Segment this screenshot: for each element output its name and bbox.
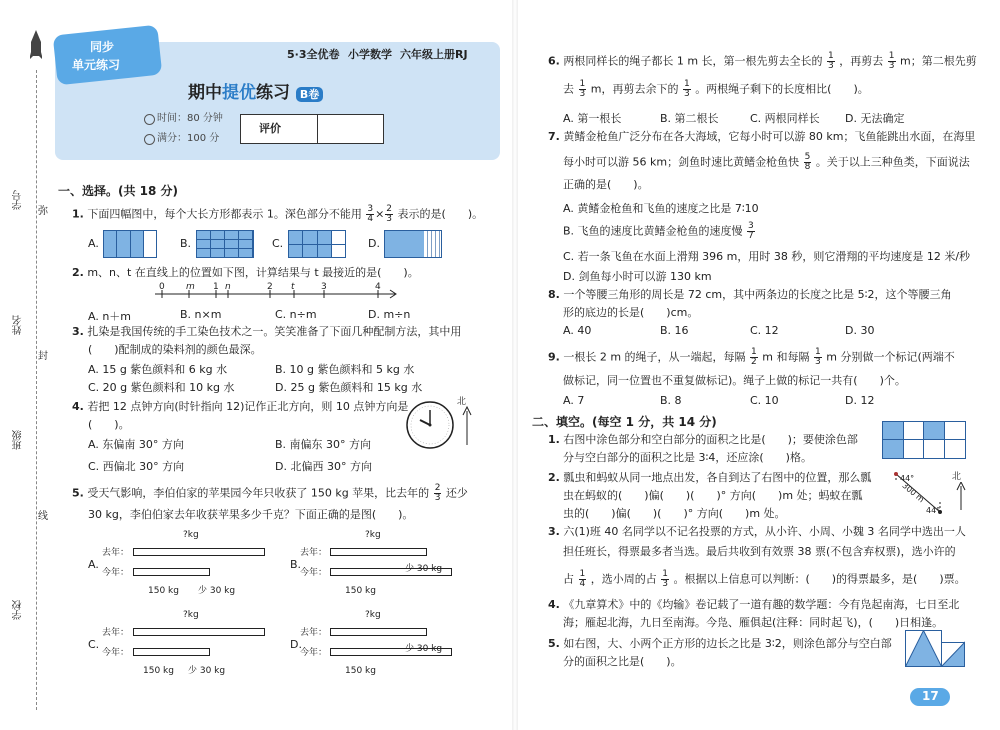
q6-frac-b (888, 52, 896, 71)
q2-body: m、n、t 在直线上的位置如下图，计算结果与 t 最接近的是( )。 (87, 266, 419, 279)
q5-text1b: 还少 (445, 486, 468, 500)
q5-c-this: 今年： (102, 648, 130, 658)
badge-line2: 单元练习 (72, 58, 121, 72)
q9-opt-a[interactable]: A. 7 (563, 394, 585, 407)
q6-fc-d: 3 (579, 89, 586, 99)
q3-opt-d[interactable]: D. 25 g 紫色颜料和 15 kg 水 (275, 381, 423, 394)
q7-t2a: 每小时可以游 56 km；剑鱼时速比黄鳍金枪鱼快 (563, 155, 800, 169)
q7-opt-b-text: B. 飞鱼的速度比黄鳍金枪鱼的速度慢 (563, 224, 743, 238)
check-icon (144, 134, 155, 145)
series-name: 5·3全优卷 (287, 48, 340, 61)
q6-fd-n: 1 (683, 79, 690, 89)
q9-opt-d[interactable]: D. 12 (845, 394, 875, 407)
f2-line1 (548, 471, 871, 485)
f5-line2: 分的面积之比是( )。 (563, 655, 682, 668)
f4-line2: 海；雁起北海，九日至南海。今凫、雁俱起(注释：同时起飞)，( )日相逢。 (563, 616, 944, 629)
q9-t1c: m 分别做一个标记(两端不 (826, 350, 955, 364)
binding-mark-3: 线 (38, 511, 48, 522)
q5-d-last: 去年： (300, 628, 328, 638)
q2-opt-b[interactable]: B. n×m (180, 308, 222, 321)
q8-num: 8. (548, 288, 560, 301)
title-badge: B卷 (296, 87, 323, 102)
binding-line (36, 70, 37, 710)
binding-label-student-no: 学号 (13, 190, 24, 210)
f3-num: 3. (548, 525, 560, 538)
title-part-b: 提优 (222, 83, 256, 103)
q7-line1 (548, 130, 975, 144)
binding-mark-1: 弥 (38, 206, 48, 217)
f3-f1-d: 4 (579, 579, 586, 589)
q6-fa-n: 1 (828, 51, 834, 61)
q6-opt-b[interactable]: B. 第二根长 (660, 112, 719, 125)
q7-opt-d[interactable]: D. 剑鱼每小时可以游 130 km (563, 270, 712, 283)
q3-line1 (72, 325, 461, 339)
f4-num: 4. (548, 598, 560, 611)
q5-c-label[interactable]: C. (88, 638, 100, 651)
q8-line2: 形的底边的长是( )cm。 (563, 306, 699, 319)
q3-opt-b[interactable]: B. 10 g 紫色颜料和 5 kg 水 (275, 363, 415, 376)
q4-opt-c[interactable]: C. 西偏北 30° 方向 (88, 460, 185, 473)
tick-n: n (225, 282, 231, 292)
q2-opt-c[interactable]: C. n÷m (275, 308, 317, 321)
q9-frac1 (750, 348, 758, 367)
tick-1: 1 (213, 282, 219, 292)
q1-text-b: 表示的是( )。 (397, 207, 484, 221)
q7-opt-c[interactable]: C. 若一条飞鱼在水面上滑翔 396 m，用时 38 秒，则它滑翔的平均速度是 12 米/秒 (563, 250, 971, 263)
q7-num: 7. (548, 130, 560, 143)
q6-fb-n: 1 (888, 51, 895, 61)
q1-fig-d (384, 230, 442, 258)
f3-line1 (548, 525, 966, 539)
full-score: 满分：100 分 (157, 133, 220, 144)
q1-opt-d[interactable]: D. (368, 237, 380, 250)
q6-num: 6. (548, 54, 560, 68)
f2-diagram (888, 470, 950, 516)
q5-d-this: 今年： (300, 648, 328, 658)
f1-grid (882, 421, 966, 459)
q5-d-less: 少 30 kg (405, 644, 443, 654)
f3-frac2 (661, 570, 669, 589)
edition: RJ (455, 48, 468, 61)
grade: 六年级上册 (400, 48, 455, 61)
q7-frac-n: 5 (804, 152, 811, 162)
f2-line2: 虫在蚂蚁的( )偏( )( )° 方向( )m 处；蚂蚁在瓢 (563, 489, 863, 502)
q9-f2-n: 1 (815, 347, 821, 357)
q6-fd-d: 3 (683, 89, 690, 99)
q1-frac1 (366, 205, 374, 224)
f3-frac1 (579, 570, 587, 589)
q3-num: 3. (72, 325, 84, 338)
tick-m: m (186, 282, 195, 292)
q1-fig-b (196, 230, 254, 258)
f3-line3 (563, 570, 966, 589)
q8-line1 (548, 288, 951, 302)
q3-text1: 扎染是我国传统的手工染色技术之一。笑笑准备了下面几种配制方法，其中用 (87, 325, 462, 338)
f3-t1: 六(1)班 40 名同学以不记名投票的方式，从小许、小周、小魏 3 名同学中选出一人 (563, 525, 966, 538)
q5-a-unknown: ?kg (183, 530, 199, 540)
eval-label: 评价 (259, 122, 281, 135)
tick-3: 3 (321, 282, 327, 292)
f5-num: 5. (548, 637, 560, 650)
q7-frac-d: 8 (804, 162, 811, 172)
q4-opt-b[interactable]: B. 南偏东 30° 方向 (275, 438, 372, 451)
q1-text (72, 205, 483, 224)
q3-opt-c[interactable]: C. 20 g 紫色颜料和 10 kg 水 (88, 381, 235, 394)
q1-num: 1. (72, 207, 84, 221)
q7-optb-frac (747, 222, 755, 241)
eval-box (240, 114, 384, 144)
f2-num: 2. (548, 471, 560, 484)
q5-frac (434, 484, 442, 503)
q6-opt-a[interactable]: A. 第一根长 (563, 112, 622, 125)
tick-0: 0 (159, 282, 165, 292)
f3-t3b: ，选小周的占 (590, 572, 657, 586)
q5-diagram-c (88, 608, 268, 678)
q6-t2a: 去 (563, 82, 574, 96)
f2-dist: 300 m (900, 480, 926, 505)
binding-mark-2: 封 (38, 351, 48, 362)
q5-b-last: 去年： (300, 548, 328, 558)
q6-frac-d (683, 80, 691, 99)
q5-frac-d: 3 (434, 493, 441, 503)
north-arrow-icon (462, 405, 472, 445)
q6-frac-a (827, 52, 835, 71)
q5-d-150: 150 kg (345, 666, 376, 676)
page-number: 17 (922, 689, 939, 703)
q6-line2 (563, 80, 869, 99)
q8-opt-d[interactable]: D. 30 (845, 324, 875, 337)
q7-t1: 黄鳍金枪鱼广泛分布在各大海域，它每小时可以游 80 km；飞鱼能跳出水面，在海里 (563, 130, 976, 143)
q5-text1a: 受天气影响，李伯伯家的苹果园今年只收获了 150 kg 苹果，比去年的 (87, 486, 430, 500)
q6-opt-d[interactable]: D. 无法确定 (845, 112, 905, 125)
q1-opt-a[interactable]: A. (88, 237, 99, 250)
q5-num: 5. (72, 486, 84, 500)
page-title (188, 78, 323, 103)
binding-label-name: 姓名 (13, 315, 24, 335)
q1-f1-n: 3 (367, 204, 374, 214)
q1-f2-d: 3 (386, 214, 393, 224)
f3-f1-n: 1 (579, 569, 586, 579)
f2-angle2: 44° (926, 506, 941, 515)
q4-opt-a[interactable]: A. 东偏南 30° 方向 (88, 438, 184, 451)
q2-text (72, 266, 419, 280)
q5-a-label[interactable]: A. (88, 558, 99, 571)
f1-line2: 分与空白部分的面积之比是 3∶4，还应涂( )格。 (563, 451, 812, 464)
q1-f1-d: 4 (367, 214, 374, 224)
tick-2: 2 (267, 282, 273, 292)
eval-divider (317, 115, 318, 143)
q9-f2-d: 3 (815, 357, 821, 367)
q9-f1-d: 2 (751, 357, 757, 367)
f4-line1 (548, 598, 959, 612)
q9-t1b: m 和每隔 (762, 350, 810, 364)
q9-num: 9. (548, 350, 560, 364)
clock-face (405, 400, 455, 450)
q5-b-this: 今年： (300, 568, 328, 578)
q5-c-last: 去年： (102, 628, 130, 638)
q8-opt-b[interactable]: B. 16 (660, 324, 689, 337)
q6-line1 (548, 52, 977, 71)
q7-t2b: 。关于以上三种鱼类，下面说法 (815, 155, 970, 169)
f5-line1 (548, 637, 892, 651)
title-part-c: 练习 (256, 83, 290, 103)
q9-line2: 做标记，同一位置也不重复做标记)。绳子上做的标记一共有( )个。 (563, 374, 906, 387)
f3-t3c: 。根据以上信息可以判断：( )的得票最多，是( )票。 (673, 572, 966, 586)
f5-t1: 如右图，大、小两个正方形的边长之比是 3∶2，则涂色部分与空白部 (563, 637, 892, 650)
q4-north-label: 北 (457, 397, 467, 407)
q9-frac2 (814, 348, 822, 367)
q5-diagram-a (88, 528, 268, 598)
f2-line3: 虫的( )偏( )( )° 方向( )m 处。 (563, 507, 786, 520)
q1-opt-b[interactable]: B. (180, 237, 192, 250)
q4-line1 (72, 400, 408, 414)
rocket-icon (30, 30, 42, 64)
q7-frac (804, 153, 812, 172)
q5-frac-n: 2 (434, 483, 441, 493)
q1-times: × (375, 207, 385, 221)
q7-optb-n: 3 (748, 221, 754, 231)
q4-num: 4. (72, 400, 84, 413)
q6-t2c: 。两根绳子剩下的长度相比( )。 (695, 82, 869, 96)
q8-opt-a[interactable]: A. 40 (563, 324, 592, 337)
q1-fig-c (288, 230, 346, 258)
q1-fig-a (103, 230, 157, 258)
q5-b-unknown: ?kg (365, 530, 381, 540)
q2-opt-a[interactable]: A. n＋m (88, 310, 132, 323)
clock-icon (144, 114, 155, 125)
q6-t1b: ，再剪去 (839, 54, 884, 68)
q1-frac2 (385, 205, 393, 224)
number-line (150, 284, 400, 308)
q5-b-less: 少 30 kg (405, 564, 443, 574)
q9-f1-n: 1 (751, 347, 757, 357)
f2-north-label: 北 (952, 472, 962, 482)
q9-opt-b[interactable]: B. 8 (660, 394, 682, 407)
q6-t2b: m，再剪去余下的 (590, 82, 679, 96)
section1-title: 一、选择。(共 18 分) (58, 184, 179, 198)
north-arrow-icon (956, 482, 966, 510)
page-spine (512, 0, 518, 730)
q3-opt-a[interactable]: A. 15 g 紫色颜料和 6 kg 水 (88, 363, 228, 376)
q4-opt-d[interactable]: D. 北偏西 30° 方向 (275, 460, 372, 473)
q9-t1a: 一根长 2 m 的绳子，从一端起，每隔 (563, 350, 746, 364)
q5-line2: 30 kg，李伯伯家去年收获苹果多少千克？下面正确的是图( )。 (88, 508, 414, 521)
q5-a-last: 去年： (102, 548, 130, 558)
time-limit: 时间：80 分钟 (157, 113, 223, 124)
f2-angle1: 44° (900, 474, 915, 483)
q5-d-unknown: ?kg (365, 610, 381, 620)
q7-line2 (563, 153, 970, 172)
q6-fb-d: 3 (888, 61, 895, 71)
q8-opt-c[interactable]: C. 12 (750, 324, 779, 337)
q8-t1: 一个等腰三角形的周长是 72 cm，其中两条边的长度之比是 5∶2，这个等腰三角 (563, 288, 952, 301)
badge-line1: 同步 (90, 40, 115, 54)
q5-c-unknown: ?kg (183, 610, 199, 620)
q6-t1c: m；第二根先剪 (900, 54, 977, 68)
q5-a-this: 今年： (102, 568, 130, 578)
f2-t1: 瓢虫和蚂蚁从同一地点出发，各自到达了右图中的位置，那么瓢 (563, 471, 872, 484)
q7-optb-d: 7 (748, 231, 754, 241)
q5-diagram-d (290, 608, 470, 678)
q9-line1 (548, 348, 955, 367)
q5-d-label[interactable]: D. (290, 638, 302, 651)
f1-num: 1. (548, 433, 560, 446)
q6-fc-n: 1 (579, 79, 586, 89)
q4-line2: ( )。 (88, 418, 130, 431)
binding-label-class: 班级 (13, 430, 24, 450)
f1-line1 (548, 433, 858, 447)
tick-t: t (291, 282, 295, 292)
q1-f2-n: 2 (386, 204, 393, 214)
q2-num: 2. (72, 266, 84, 279)
f4-t1: 《九章算术》中的《均输》卷记载了一道有趣的数学题：今有凫起南海，七日至北 (563, 598, 960, 611)
f3-t3a: 占 (563, 572, 574, 586)
q5-line1 (72, 484, 468, 503)
f3-f2-d: 3 (662, 579, 668, 589)
f1-t1: 右图中涂色部分和空白部分的面积之比是( )；要使涂色部 (563, 433, 858, 446)
f5-squares-figure (905, 630, 965, 670)
q1-text-a: 下面四幅图中，每个大长方形都表示 1。深色部分不能用 (87, 207, 362, 221)
q5-a-150: 150 kg (148, 586, 179, 596)
q6-t1a: 两根同样长的绳子都长 1 m 长，第一根先剪去全长的 (563, 54, 823, 68)
q9-opt-c[interactable]: C. 10 (750, 394, 779, 407)
q7-line3: 正确的是( )。 (563, 178, 649, 191)
q7-opt-a[interactable]: A. 黄鳍金枪鱼和飞鱼的速度之比是 7∶10 (563, 202, 759, 215)
q4-text1: 若把 12 点钟方向(时针指向 12)记作正北方向，则 10 点钟方向是 (87, 400, 409, 413)
tick-4: 4 (375, 282, 381, 292)
f3-f2-n: 1 (662, 569, 668, 579)
q2-opt-d[interactable]: D. m÷n (368, 308, 411, 321)
q5-diagram-b (290, 528, 470, 598)
q5-a-less: 少 30 kg (198, 586, 236, 596)
q5-c-less: 少 30 kg (188, 666, 226, 676)
subject: 小学数学 (348, 48, 392, 61)
section2-title: 二、填空。(每空 1 分，共 14 分) (532, 415, 717, 429)
q5-b-label[interactable]: B. (290, 558, 302, 571)
q6-frac-c (579, 80, 587, 99)
q3-line2: ( )配制成的染料剂的颜色最深。 (88, 343, 262, 356)
binding-label-school: 学校 (13, 600, 24, 620)
q6-opt-c[interactable]: C. 两根同样长 (750, 112, 820, 125)
f3-line2: 担任班长，得票最多者当选。最后共收到有效票 38 票(不包含弃权票)，选小许的 (563, 545, 956, 558)
q7-opt-b[interactable] (563, 222, 756, 241)
title-part-a: 期中 (188, 83, 222, 103)
q5-b-150: 150 kg (345, 586, 376, 596)
q1-opt-c[interactable]: C. (272, 237, 284, 250)
q5-c-150: 150 kg (143, 666, 174, 676)
q6-fa-d: 3 (828, 61, 834, 71)
